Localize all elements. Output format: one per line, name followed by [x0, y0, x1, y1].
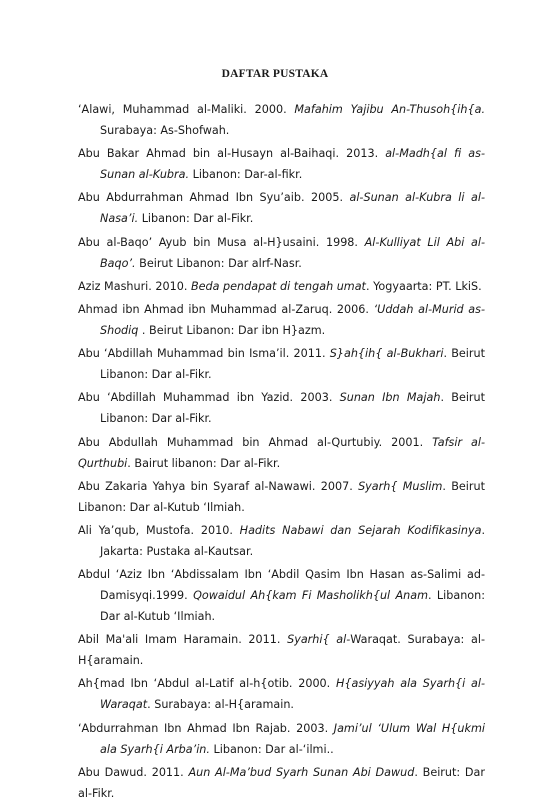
entry-publisher: . Beirut: Dar al-Fikr.	[78, 765, 485, 800]
entry-publisher: . Yogyaarta: PT. LkiS.	[365, 279, 482, 293]
entry-publisher: . Beirut Libanon: Dar ibn H}azm.	[138, 323, 326, 337]
entry-title: al-Madh{al fi as-Sunan al-Kubra.	[100, 147, 485, 182]
entry-author-year: Abu Dawud. 2011.	[78, 765, 189, 779]
page-title: DAFTAR PUSTAKA	[221, 68, 329, 80]
entry-title: Beda pendapat di tengah umat	[190, 279, 366, 293]
entry-title: Syarh{ Muslim	[358, 479, 443, 493]
entry-author-year: Aziz Mashuri. 2010.	[78, 279, 191, 293]
bibliography-entry	[78, 387, 485, 429]
bibliography-entry	[78, 187, 485, 229]
bibliography-entry	[78, 520, 485, 562]
bibliography-entry	[78, 673, 485, 715]
bibliography-entry	[78, 99, 485, 141]
entry-publisher: . Bairut libanon: Dar al-Fikr.	[127, 456, 281, 470]
entry-title: S}ah{ih{ al-Bukhari	[329, 347, 444, 361]
entry-author-year: Abu ‘Abdillah Muhammad bin Isma’il. 2011.	[78, 347, 330, 361]
entry-publisher: . Beirut Libanon: Dar al-Kutub ‘Ilmiah.	[78, 479, 485, 514]
entry-author-year: Abu Abdurrahman Ahmad Ibn Syu’aib. 2005.	[78, 191, 350, 205]
entry-author-year: Abu Abdullah Muhammad bin Ahmad al-Qurtubiy. 2001.	[78, 435, 433, 449]
entry-title: Aun Al-Ma’bud Syarh Sunan Abi Dawud	[188, 765, 415, 779]
entry-title: Mafahim Yajibu An-Thusoh{ih{a.	[294, 103, 485, 116]
bibliography-entry	[78, 276, 485, 297]
entry-author-year: Ah{mad Ibn ‘Abdul al-Latif al-h{otib. 2000.	[78, 677, 336, 691]
entry-publisher: Libanon: Dar-al-fikr.	[189, 168, 303, 182]
entry-title: Al-Kulliyat Lil Abi al-Baqo’.	[100, 235, 486, 270]
entry-publisher: . Libanon: Dar al-Kutub ‘Ilmiah.	[100, 589, 485, 624]
entry-publisher: . Beirut Libanon: Dar al-Fikr.	[100, 391, 486, 426]
bibliography-entry	[78, 629, 485, 671]
entry-publisher: Libanon: Dar al-Fikr.	[138, 212, 254, 226]
entry-author-year: Ali Ya’qub, Mustofa. 2010.	[78, 523, 240, 537]
entry-publisher: . Surabaya: al-H{aramain.	[147, 698, 294, 712]
entry-author-year: Ahmad ibn Ahmad ibn Muhammad al-Zaruq. 2006.	[78, 302, 374, 316]
entry-author-year: Abil Ma'ali Imam Haramain. 2011.	[78, 633, 288, 647]
bibliography-entry	[78, 143, 485, 185]
entry-publisher: . Jakarta: Pustaka al-Kautsar.	[100, 523, 485, 558]
entry-publisher: Libanon: Dar al-‘ilmi..	[209, 742, 334, 756]
bibliography-entry	[78, 476, 485, 518]
bibliography-entry	[78, 762, 485, 804]
bibliography-entry	[78, 564, 485, 627]
entry-title: Hadits Nabawi dan Sejarah Kodifikasinya	[239, 523, 482, 537]
entry-title: Syarhi{ al-	[287, 633, 351, 647]
entry-author-year: Abdul ‘Aziz Ibn ‘Abdissalam Ibn ‘Abdil Qasim Ibn Hasan as-Salimi ad-Damisyqi.1999.	[78, 568, 485, 603]
entry-author-year: ‘Abdurrahman Ibn Ahmad Ibn Rajab. 2003.	[78, 721, 334, 735]
entry-title: H{asiyyah ala Syarh{i al-Waraqat	[100, 677, 485, 712]
entry-author-year: ‘Alawi, Muhammad al-Maliki. 2000.	[78, 103, 295, 116]
entry-author-year: Abu al-Baqo’ Ayub bin Musa al-H}usaini. 1998.	[78, 235, 365, 249]
entry-publisher: Waraqat. Surabaya: al-H{aramain.	[78, 633, 485, 668]
entry-publisher: Beirut Libanon: Dar alrf-Nasr.	[135, 256, 302, 270]
bibliography-entry	[78, 432, 485, 474]
entry-publisher: Surabaya: As-Shofwah.	[100, 124, 230, 137]
bibliography-entry	[78, 343, 485, 385]
entry-author-year: Abu ‘Abdillah Muhammad ibn Yazid. 2003.	[78, 391, 340, 405]
entry-title: Qowaidul Ah{kam Fi Masholikh{ul Anam	[193, 589, 428, 603]
entry-title: al-Sunan al-Kubra li al-Nasa’i.	[100, 191, 485, 226]
entry-title: Jami’ul ‘Ulum Wal H{ukmi ala Syarh{i Arba’in.	[100, 721, 485, 756]
entry-title: Tafsir al-Qurthubi	[78, 435, 486, 470]
entry-author-year: Abu Zakaria Yahya bin Syaraf al-Nawawi. 2007.	[78, 479, 359, 493]
entry-title: ‘Uddah al-Murid as-Shodiq	[100, 302, 486, 337]
bibliography-entry	[78, 718, 485, 760]
entry-title: Sunan Ibn Majah	[339, 391, 441, 405]
bibliography-list	[78, 99, 485, 806]
entry-author-year: Abu Bakar Ahmad bin al-Husayn al-Baihaqi. 2013.	[78, 147, 386, 161]
bibliography-entry	[78, 299, 485, 341]
bibliography-entry	[78, 232, 485, 274]
entry-publisher: . Beirut Libanon: Dar al-Fikr.	[100, 347, 485, 382]
